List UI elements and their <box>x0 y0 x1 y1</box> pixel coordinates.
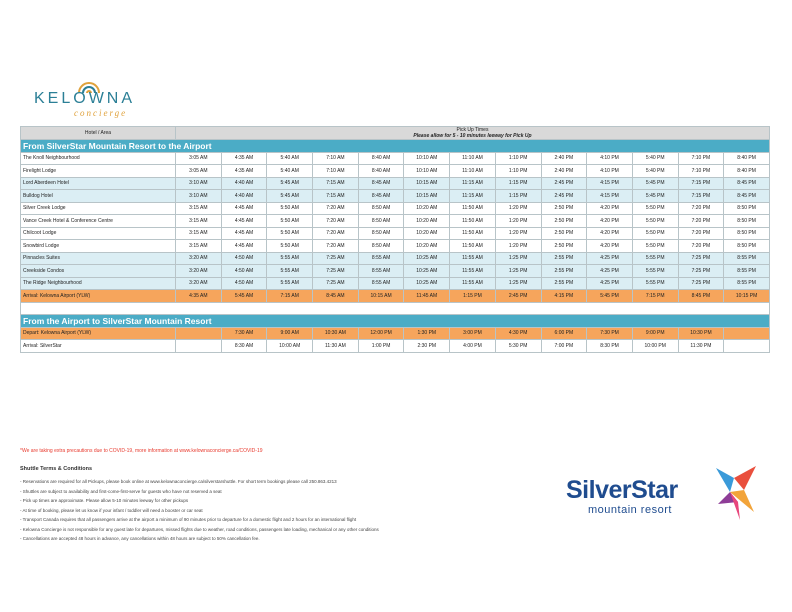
time-cell: 4:35 AM <box>221 152 267 165</box>
time-cell: 10:10 AM <box>404 165 450 178</box>
time-cell: 4:45 AM <box>221 215 267 228</box>
time-cell: 5:40 AM <box>267 165 313 178</box>
time-cell: 4:30 PM <box>495 327 541 340</box>
time-cell: 11:55 AM <box>450 252 496 265</box>
time-cell: 10:15 AM <box>404 190 450 203</box>
time-cell: 1:15 PM <box>495 190 541 203</box>
time-cell: 10:25 AM <box>404 265 450 278</box>
table-row <box>21 215 770 228</box>
time-cell: 8:50 PM <box>724 240 770 253</box>
time-cell: 8:50 AM <box>358 215 404 228</box>
time-cell: 2:50 PM <box>541 202 587 215</box>
time-cell: 7:15 AM <box>313 190 359 203</box>
time-cell: 3:20 AM <box>176 252 222 265</box>
time-cell: 3:15 AM <box>176 240 222 253</box>
time-cell: 8:55 PM <box>724 277 770 290</box>
silverstar-wordmark: SilverStar <box>566 476 678 504</box>
time-cell: 4:15 PM <box>541 290 587 303</box>
time-cell: 1:20 PM <box>495 215 541 228</box>
time-cell: 8:45 PM <box>724 190 770 203</box>
time-cell: 3:15 AM <box>176 227 222 240</box>
terms-item: - Reservations are required for all Pickups, please book online at www.kelownaconcierge.ca/silverstarshuttle. For short term bookings please call 250.863.4213 <box>20 479 337 484</box>
time-cell: 3:15 AM <box>176 202 222 215</box>
time-cell: 3:15 AM <box>176 215 222 228</box>
time-cell: 5:50 PM <box>632 227 678 240</box>
time-cell: 2:45 PM <box>541 190 587 203</box>
time-cell: 5:40 PM <box>632 152 678 165</box>
time-cell: 4:25 PM <box>587 252 633 265</box>
time-cell: 4:50 AM <box>221 265 267 278</box>
hotel-name-cell: Vance Creek Hotel & Conference Centre <box>21 215 176 228</box>
hotel-name-cell: Creekside Condos <box>21 265 176 278</box>
time-cell: 10:20 AM <box>404 227 450 240</box>
table-header-row <box>21 127 770 140</box>
time-cell: 7:10 PM <box>678 165 724 178</box>
time-cell: 7:15 PM <box>678 190 724 203</box>
table-row <box>21 165 770 178</box>
time-cell: 4:45 AM <box>221 240 267 253</box>
time-cell: 5:55 PM <box>632 265 678 278</box>
spacer-cell <box>21 302 770 315</box>
time-cell <box>176 327 222 340</box>
time-cell: 2:50 PM <box>541 240 587 253</box>
time-cell: 8:40 AM <box>358 165 404 178</box>
time-cell: 3:00 PM <box>450 327 496 340</box>
hotel-name-cell: Pinnacles Suites <box>21 252 176 265</box>
time-cell: 10:15 AM <box>404 177 450 190</box>
time-cell: 4:15 PM <box>587 177 633 190</box>
time-cell: 11:50 AM <box>450 227 496 240</box>
time-cell: 5:40 PM <box>632 165 678 178</box>
terms-item: - Transport Canada requires that all passengers arrive at the airport a minimum of 90 minutes prior to departure for a domestic flight and 2 hours for an international flight <box>20 517 357 522</box>
time-cell: 8:45 PM <box>724 177 770 190</box>
time-cell: 10:15 PM <box>724 290 770 303</box>
table-row <box>21 340 770 353</box>
time-cell: 10:20 AM <box>404 240 450 253</box>
time-cell: 3:20 AM <box>176 265 222 278</box>
time-cell: 4:35 AM <box>176 290 222 303</box>
time-cell: 7:25 AM <box>313 265 359 278</box>
table-row <box>21 227 770 240</box>
time-cell: 5:30 PM <box>495 340 541 353</box>
time-cell: 8:45 PM <box>678 290 724 303</box>
time-cell: 5:50 AM <box>267 240 313 253</box>
table-row <box>21 177 770 190</box>
time-cell: 7:25 PM <box>678 252 724 265</box>
time-cell: 8:40 PM <box>724 165 770 178</box>
time-cell: 1:10 PM <box>495 152 541 165</box>
time-cell: 8:55 PM <box>724 265 770 278</box>
table-row <box>21 152 770 165</box>
time-cell: 11:50 AM <box>450 240 496 253</box>
empty-cell <box>724 327 770 340</box>
time-cell: 10:30 PM <box>678 327 724 340</box>
hotel-name-cell: The Knoll Neighbourhood <box>21 152 176 165</box>
time-cell: 6:00 PM <box>541 327 587 340</box>
time-cell: 7:25 AM <box>313 277 359 290</box>
time-cell: 4:10 PM <box>587 152 633 165</box>
time-cell: 9:00 AM <box>267 327 313 340</box>
time-cell: 5:55 AM <box>267 265 313 278</box>
time-cell: 3:05 AM <box>176 152 222 165</box>
time-cell: 1:10 PM <box>495 165 541 178</box>
time-cell: 7:20 AM <box>313 202 359 215</box>
time-cell: 7:10 PM <box>678 152 724 165</box>
table-row <box>21 290 770 303</box>
table-row <box>21 190 770 203</box>
time-cell: 8:40 AM <box>358 152 404 165</box>
time-cell: 1:20 PM <box>495 240 541 253</box>
time-cell: 12:00 PM <box>358 327 404 340</box>
time-cell: 2:30 PM <box>404 340 450 353</box>
time-cell: 7:30 PM <box>587 327 633 340</box>
header-pickup-times <box>176 127 770 140</box>
time-cell: 5:50 AM <box>267 202 313 215</box>
empty-cell <box>724 340 770 353</box>
pickup-times-label: Pick Up Times <box>456 127 489 133</box>
time-cell: 3:10 AM <box>176 177 222 190</box>
time-cell: 5:50 PM <box>632 215 678 228</box>
terms-item: - At time of booking, please let us know if your infant / toddler will need a booster or car seat <box>20 507 203 513</box>
time-cell: 10:30 AM <box>313 327 359 340</box>
time-cell: 5:55 PM <box>632 252 678 265</box>
time-cell: 11:45 AM <box>404 290 450 303</box>
time-cell: 4:45 AM <box>221 227 267 240</box>
time-cell: 4:10 PM <box>587 165 633 178</box>
time-cell: 8:50 PM <box>724 215 770 228</box>
shuttle-schedule-table <box>20 126 770 353</box>
time-cell: 11:10 AM <box>450 165 496 178</box>
time-cell: 5:45 AM <box>267 177 313 190</box>
hotel-name-cell: Lord Aberdeen Hotel <box>21 177 176 190</box>
time-cell: 4:45 AM <box>221 202 267 215</box>
time-cell: 5:40 AM <box>267 152 313 165</box>
time-cell: 8:50 PM <box>724 227 770 240</box>
section-title-to-airport: From SilverStar Mountain Resort to the Airport <box>21 140 770 153</box>
time-cell: 11:55 AM <box>450 277 496 290</box>
time-cell: 11:15 AM <box>450 190 496 203</box>
time-cell: 11:30 AM <box>313 340 359 353</box>
time-cell: 7:15 AM <box>267 290 313 303</box>
time-cell: 2:55 PM <box>541 265 587 278</box>
terms-item: - Cancellations are accepted 48 hours in advance, any cancellations within 48 hours are subject to 50% cancellation fee. <box>20 536 260 541</box>
section-header-from-airport <box>21 315 770 328</box>
table-row <box>21 240 770 253</box>
time-cell: 8:55 AM <box>358 265 404 278</box>
terms-item: - Pick up times are approximate. Please allow 5-10 minutes leeway for other pickups <box>20 498 189 503</box>
hotel-name-cell: Arrival: SilverStar <box>21 340 176 353</box>
time-cell: 8:45 AM <box>358 190 404 203</box>
table-row <box>21 277 770 290</box>
time-cell: 1:15 PM <box>450 290 496 303</box>
time-cell: 10:20 AM <box>404 215 450 228</box>
time-cell: 8:50 AM <box>358 227 404 240</box>
time-cell: 2:50 PM <box>541 215 587 228</box>
time-cell: 1:00 PM <box>358 340 404 353</box>
time-cell: 11:10 AM <box>450 152 496 165</box>
time-cell: 8:50 PM <box>724 202 770 215</box>
time-cell: 7:30 AM <box>221 327 267 340</box>
time-cell: 5:55 AM <box>267 277 313 290</box>
terms-title: Shuttle Terms & Conditions <box>20 466 93 472</box>
time-cell: 7:20 PM <box>678 202 724 215</box>
time-cell: 5:55 AM <box>267 252 313 265</box>
time-cell: 2:55 PM <box>541 277 587 290</box>
time-cell: 4:25 PM <box>587 265 633 278</box>
time-cell: 8:55 AM <box>358 252 404 265</box>
time-cell: 2:45 PM <box>495 290 541 303</box>
hotel-name-cell: Depart: Kelowna Airport (YLW) <box>21 327 176 340</box>
silverstar-logo <box>560 460 760 530</box>
time-cell: 5:45 PM <box>632 190 678 203</box>
logo-wordmark: KELOWNA <box>34 90 136 107</box>
time-cell: 4:40 AM <box>221 190 267 203</box>
time-cell: 5:45 AM <box>221 290 267 303</box>
time-cell: 4:20 PM <box>587 202 633 215</box>
terms-item: - Shuttles are subject to availability and first-come-first-serve for guests who have not reserved a seat <box>20 488 222 494</box>
header-hotel-area: Hotel / Area <box>21 127 176 140</box>
time-cell: 8:55 AM <box>358 277 404 290</box>
leeway-note: Please allow for 5 - 10 minutes leeway for Pick Up <box>413 133 532 139</box>
hotel-name-cell: Silver Creek Lodge <box>21 202 176 215</box>
time-cell: 3:10 AM <box>176 190 222 203</box>
time-cell: 8:55 PM <box>724 252 770 265</box>
time-cell: 3:20 AM <box>176 277 222 290</box>
time-cell: 1:20 PM <box>495 202 541 215</box>
time-cell: 8:40 PM <box>724 152 770 165</box>
time-cell: 7:25 AM <box>313 252 359 265</box>
time-cell: 10:25 AM <box>404 277 450 290</box>
time-cell: 8:30 PM <box>587 340 633 353</box>
time-cell: 1:30 PM <box>404 327 450 340</box>
time-cell: 2:40 PM <box>541 152 587 165</box>
section-title-from-airport: From the Airport to SilverStar Mountain Resort <box>21 315 770 328</box>
time-cell: 2:40 PM <box>541 165 587 178</box>
time-cell: 4:20 PM <box>587 240 633 253</box>
hotel-name-cell: Arrival: Kelowna Airport (YLW) <box>21 290 176 303</box>
time-cell: 7:10 AM <box>313 165 359 178</box>
time-cell: 11:50 AM <box>450 215 496 228</box>
spacer-row <box>21 302 770 315</box>
hotel-name-cell: Snowbird Lodge <box>21 240 176 253</box>
time-cell: 5:50 AM <box>267 215 313 228</box>
time-cell: 7:20 AM <box>313 215 359 228</box>
time-cell: 11:30 PM <box>678 340 724 353</box>
time-cell: 7:15 AM <box>313 177 359 190</box>
time-cell: 8:50 AM <box>358 240 404 253</box>
time-cell: 9:00 PM <box>632 327 678 340</box>
time-cell: 1:25 PM <box>495 277 541 290</box>
terms-item: - Kelowna Concierge is not responsible for any guest late for departures, missed flights due to weather, road conditions, passengers late loading, mechanical or any other conditions <box>20 526 379 532</box>
time-cell: 2:55 PM <box>541 252 587 265</box>
time-cell: 4:25 PM <box>587 277 633 290</box>
time-cell: 7:25 PM <box>678 277 724 290</box>
time-cell: 10:00 PM <box>632 340 678 353</box>
time-cell: 5:45 PM <box>587 290 633 303</box>
time-cell: 7:20 PM <box>678 240 724 253</box>
silverstar-subtitle: mountain resort <box>588 504 672 516</box>
hotel-name-cell: Chilcoot Lodge <box>21 227 176 240</box>
star-icon <box>710 462 760 524</box>
table-row <box>21 202 770 215</box>
time-cell: 5:50 AM <box>267 227 313 240</box>
time-cell: 11:50 AM <box>450 202 496 215</box>
time-cell: 8:50 AM <box>358 202 404 215</box>
time-cell: 2:45 PM <box>541 177 587 190</box>
time-cell: 4:50 AM <box>221 252 267 265</box>
table-row <box>21 327 770 340</box>
time-cell: 1:25 PM <box>495 252 541 265</box>
time-cell: 7:15 PM <box>632 290 678 303</box>
time-cell: 10:00 AM <box>267 340 313 353</box>
time-cell: 3:05 AM <box>176 165 222 178</box>
time-cell: 2:50 PM <box>541 227 587 240</box>
time-cell: 11:55 AM <box>450 265 496 278</box>
time-cell <box>176 340 222 353</box>
time-cell: 10:15 AM <box>358 290 404 303</box>
time-cell: 7:20 PM <box>678 227 724 240</box>
time-cell: 7:20 PM <box>678 215 724 228</box>
time-cell: 4:00 PM <box>450 340 496 353</box>
time-cell: 10:20 AM <box>404 202 450 215</box>
logo-subtitle: concierge <box>74 108 128 118</box>
time-cell: 4:35 AM <box>221 165 267 178</box>
time-cell: 4:20 PM <box>587 227 633 240</box>
time-cell: 7:10 AM <box>313 152 359 165</box>
time-cell: 11:15 AM <box>450 177 496 190</box>
time-cell: 4:20 PM <box>587 215 633 228</box>
table-row <box>21 252 770 265</box>
section-header-to-airport <box>21 140 770 153</box>
time-cell: 8:30 AM <box>221 340 267 353</box>
time-cell: 4:50 AM <box>221 277 267 290</box>
time-cell: 4:40 AM <box>221 177 267 190</box>
time-cell: 4:15 PM <box>587 190 633 203</box>
terms-list <box>20 477 379 544</box>
kelowna-concierge-logo <box>34 80 144 120</box>
hotel-name-cell: Firelight Lodge <box>21 165 176 178</box>
time-cell: 10:25 AM <box>404 252 450 265</box>
time-cell: 5:50 PM <box>632 202 678 215</box>
time-cell: 7:20 AM <box>313 240 359 253</box>
time-cell: 5:50 PM <box>632 240 678 253</box>
time-cell: 8:45 AM <box>358 177 404 190</box>
covid-notice: *We are taking extra precautions due to COVID-19, more information at www.kelownaconcierge.ca/COVID-19 <box>20 448 263 454</box>
time-cell: 7:25 PM <box>678 265 724 278</box>
hotel-name-cell: The Ridge Neighbourhood <box>21 277 176 290</box>
time-cell: 7:20 AM <box>313 227 359 240</box>
time-cell: 7:00 PM <box>541 340 587 353</box>
time-cell: 5:45 PM <box>632 177 678 190</box>
hotel-name-cell: Bulldog Hotel <box>21 190 176 203</box>
table-row <box>21 265 770 278</box>
time-cell: 10:10 AM <box>404 152 450 165</box>
time-cell: 1:20 PM <box>495 227 541 240</box>
time-cell: 1:25 PM <box>495 265 541 278</box>
time-cell: 5:55 PM <box>632 277 678 290</box>
time-cell: 7:15 PM <box>678 177 724 190</box>
time-cell: 1:15 PM <box>495 177 541 190</box>
time-cell: 8:45 AM <box>313 290 359 303</box>
time-cell: 5:45 AM <box>267 190 313 203</box>
